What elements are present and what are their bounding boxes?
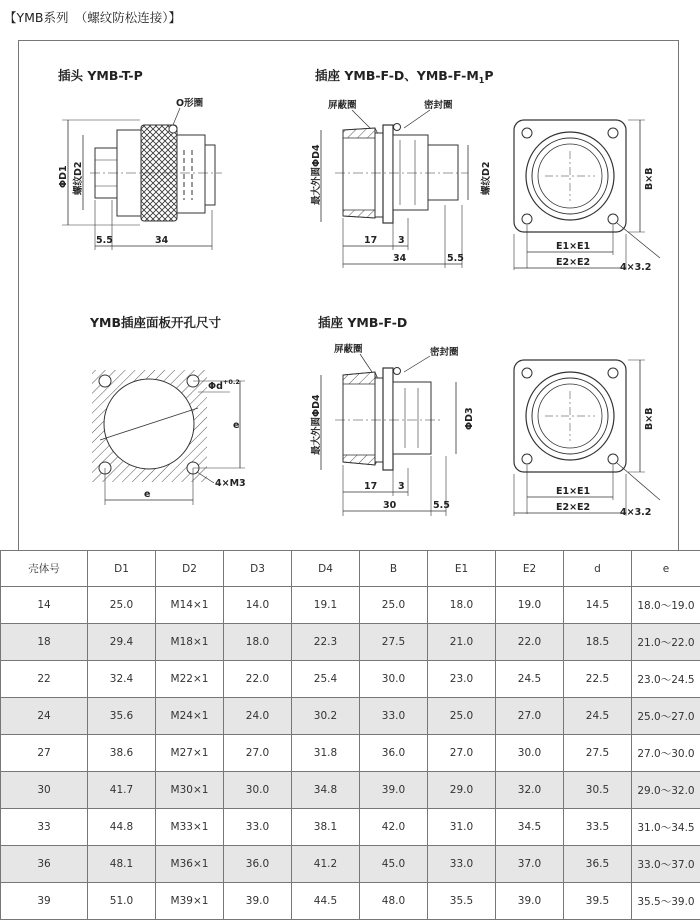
socket-fd-fm-dim-17: 17 xyxy=(364,235,378,246)
table-cell: 27.0 xyxy=(496,698,564,735)
table-cell: 32.0 xyxy=(496,772,564,809)
panel-cutout-e-bottom-label: e xyxy=(144,489,151,500)
table-cell: 38.6 xyxy=(88,735,156,772)
flange-bottom-e2-label: E2×E2 xyxy=(556,502,591,513)
table-cell: 18.5 xyxy=(564,624,632,661)
table-cell: 21.0～22.0 xyxy=(632,624,700,661)
table-cell: 44.5 xyxy=(292,883,360,920)
socket-fd-fm-shield-label: 屏蔽圈 xyxy=(328,100,357,111)
table-cell: 30.0 xyxy=(360,661,428,698)
table-cell: 27.5 xyxy=(360,624,428,661)
panel-cutout-e-right-label: e xyxy=(233,420,240,431)
table-cell: 39.5 xyxy=(564,883,632,920)
table-cell: 34.8 xyxy=(292,772,360,809)
col-header-d1: D1 xyxy=(88,551,156,587)
table-cell: 39.0 xyxy=(496,883,564,920)
socket-fd-dim-30: 30 xyxy=(383,500,397,511)
table-cell: M22×1 xyxy=(156,661,224,698)
table-cell: 22.0 xyxy=(224,661,292,698)
socket-fd-dim-3: 3 xyxy=(398,481,405,492)
panel-cutout-screws-label: 4×M3 xyxy=(215,478,246,489)
plug-o-ring-label: O形圈 xyxy=(176,98,204,109)
table-cell: 30.0 xyxy=(496,735,564,772)
socket-fd-fm-dim-34: 34 xyxy=(393,253,407,264)
table-row xyxy=(1,735,700,772)
socket-fd-shield-label: 屏蔽圈 xyxy=(334,344,363,355)
table-cell: 30.0 xyxy=(224,772,292,809)
plug-d1-label: ΦD1 xyxy=(58,165,69,188)
table-row xyxy=(1,587,700,624)
panel-cutout-title: YMB插座面板开孔尺寸 xyxy=(90,315,222,330)
socket-fd-title: 插座 YMB-F-D xyxy=(318,315,408,330)
plug-d2-label: 螺纹D2 xyxy=(73,161,84,195)
table-cell: M24×1 xyxy=(156,698,224,735)
table-cell: 22.3 xyxy=(292,624,360,661)
figure-socket-fd-fm xyxy=(310,68,494,268)
table-row xyxy=(1,809,700,846)
table-row xyxy=(1,661,700,698)
socket-fd-fm-d2-label: 螺纹D2 xyxy=(481,161,492,195)
socket-fd-fm-d4-label: 最大外圆ΦD4 xyxy=(311,144,322,205)
table-cell: M14×1 xyxy=(156,587,224,624)
table-header-row xyxy=(1,551,700,587)
socket-fd-dim-5-5: 5.5 xyxy=(433,500,450,511)
table-cell: 25.4 xyxy=(292,661,360,698)
table-cell: M36×1 xyxy=(156,846,224,883)
table-cell: 22.0 xyxy=(496,624,564,661)
col-header-shell: 壳体号 xyxy=(1,551,88,587)
table-cell: M18×1 xyxy=(156,624,224,661)
table-cell: 51.0 xyxy=(88,883,156,920)
table-cell: 27 xyxy=(1,735,88,772)
col-header-d3: D3 xyxy=(224,551,292,587)
table-cell: 38.1 xyxy=(292,809,360,846)
figure-plug xyxy=(58,68,222,250)
socket-fd-fm-seal-label: 密封圈 xyxy=(424,100,453,111)
table-cell: M30×1 xyxy=(156,772,224,809)
table-cell: 24.5 xyxy=(564,698,632,735)
table-row xyxy=(1,772,700,809)
table-cell: 19.1 xyxy=(292,587,360,624)
col-header-e1: E1 xyxy=(428,551,496,587)
table-cell: 33.0～37.0 xyxy=(632,846,700,883)
table-cell: 24.0 xyxy=(224,698,292,735)
table-cell: 33.5 xyxy=(564,809,632,846)
table-row xyxy=(1,698,700,735)
table-cell: 29.4 xyxy=(88,624,156,661)
socket-fd-fm-title: 插座 YMB-F-D、YMB-$F-M_1P$ xyxy=(315,68,494,85)
table-cell: 36.5 xyxy=(564,846,632,883)
table-cell: 14.0 xyxy=(224,587,292,624)
table-cell: 48.0 xyxy=(360,883,428,920)
table-cell: 45.0 xyxy=(360,846,428,883)
spec-table xyxy=(0,550,700,920)
figure-flange-top xyxy=(514,120,660,273)
table-cell: 27.5 xyxy=(564,735,632,772)
figure-panel-cutout xyxy=(89,315,246,505)
table-cell: 14.5 xyxy=(564,587,632,624)
table-cell: 35.6 xyxy=(88,698,156,735)
table-cell: 18.0～19.0 xyxy=(632,587,700,624)
socket-fd-d3-label: ΦD3 xyxy=(464,407,475,430)
col-header-e: e xyxy=(632,551,700,587)
table-cell: 36.0 xyxy=(224,846,292,883)
flange-top-e1-label: E1×E1 xyxy=(556,241,591,252)
col-header-d: d xyxy=(564,551,632,587)
series-header: 【YMB系列 （螺纹防松连接）】 xyxy=(4,10,181,25)
table-cell: 18.0 xyxy=(224,624,292,661)
socket-fd-fm-dim-3: 3 xyxy=(398,235,405,246)
table-cell: 33.0 xyxy=(428,846,496,883)
table-cell: 21.0 xyxy=(428,624,496,661)
figure-flange-bottom xyxy=(514,360,660,518)
table-cell: 37.0 xyxy=(496,846,564,883)
table-cell: 33.0 xyxy=(224,809,292,846)
col-header-e2: E2 xyxy=(496,551,564,587)
socket-fd-fm-dim-5-5: 5.5 xyxy=(447,253,464,264)
table-cell: 22 xyxy=(1,661,88,698)
flange-top-holes-label: 4×3.2 xyxy=(620,262,652,273)
table-cell: 24 xyxy=(1,698,88,735)
table-cell: 25.0 xyxy=(428,698,496,735)
table-cell: 24.5 xyxy=(496,661,564,698)
table-cell: 29.0 xyxy=(428,772,496,809)
table-cell: 33 xyxy=(1,809,88,846)
table-cell: 25.0 xyxy=(360,587,428,624)
table-cell: 33.0 xyxy=(360,698,428,735)
table-cell: 39 xyxy=(1,883,88,920)
table-cell: 18 xyxy=(1,624,88,661)
table-cell: 42.0 xyxy=(360,809,428,846)
socket-fd-dim-17: 17 xyxy=(364,481,378,492)
table-cell: 35.5 xyxy=(428,883,496,920)
figure-socket-fd xyxy=(310,315,475,516)
table-cell: 39.0 xyxy=(360,772,428,809)
table-cell: 36.0 xyxy=(360,735,428,772)
table-cell: 22.5 xyxy=(564,661,632,698)
table-cell: 41.2 xyxy=(292,846,360,883)
table-cell: M33×1 xyxy=(156,809,224,846)
table-cell: 34.5 xyxy=(496,809,564,846)
table-cell: 39.0 xyxy=(224,883,292,920)
socket-fd-d4-label: 最大外圆ΦD4 xyxy=(311,394,322,455)
flange-top-bb-label: B×B xyxy=(644,167,655,190)
table-cell: 19.0 xyxy=(496,587,564,624)
table-cell: 31.0 xyxy=(428,809,496,846)
table-cell: 14 xyxy=(1,587,88,624)
table-cell: 27.0 xyxy=(428,735,496,772)
table-row xyxy=(1,883,700,920)
table-row xyxy=(1,846,700,883)
table-cell: 30 xyxy=(1,772,88,809)
table-cell: M39×1 xyxy=(156,883,224,920)
table-cell: 48.1 xyxy=(88,846,156,883)
table-cell: 18.0 xyxy=(428,587,496,624)
panel-cutout-d-label: $\Phi d^{+0.2}$ xyxy=(208,378,240,392)
table-cell: 41.7 xyxy=(88,772,156,809)
table-cell: 23.0 xyxy=(428,661,496,698)
plug-title: 插头 YMB-T-P xyxy=(58,68,143,83)
table-row xyxy=(1,624,700,661)
flange-bottom-bb-label: B×B xyxy=(644,407,655,430)
table-cell: 30.5 xyxy=(564,772,632,809)
table-cell: M27×1 xyxy=(156,735,224,772)
table-cell: 31.0～34.5 xyxy=(632,809,700,846)
table-cell: 27.0 xyxy=(224,735,292,772)
flange-top-e2-label: E2×E2 xyxy=(556,257,591,268)
flange-bottom-holes-label: 4×3.2 xyxy=(620,507,652,518)
table-cell: 30.2 xyxy=(292,698,360,735)
table-cell: 25.0 xyxy=(88,587,156,624)
flange-bottom-e1-label: E1×E1 xyxy=(556,486,591,497)
table-cell: 25.0～27.0 xyxy=(632,698,700,735)
table-cell: 32.4 xyxy=(88,661,156,698)
col-header-b: B xyxy=(360,551,428,587)
table-cell: 27.0～30.0 xyxy=(632,735,700,772)
col-header-d2: D2 xyxy=(156,551,224,587)
table-cell: 31.8 xyxy=(292,735,360,772)
table-cell: 29.0～32.0 xyxy=(632,772,700,809)
table-cell: 35.5～39.0 xyxy=(632,883,700,920)
plug-dim-5-5: 5.5 xyxy=(96,235,113,246)
plug-dim-34: 34 xyxy=(155,235,169,246)
table-cell: 23.0～24.5 xyxy=(632,661,700,698)
table-cell: 36 xyxy=(1,846,88,883)
table-cell: 44.8 xyxy=(88,809,156,846)
col-header-d4: D4 xyxy=(292,551,360,587)
socket-fd-seal-label: 密封圈 xyxy=(430,347,459,358)
